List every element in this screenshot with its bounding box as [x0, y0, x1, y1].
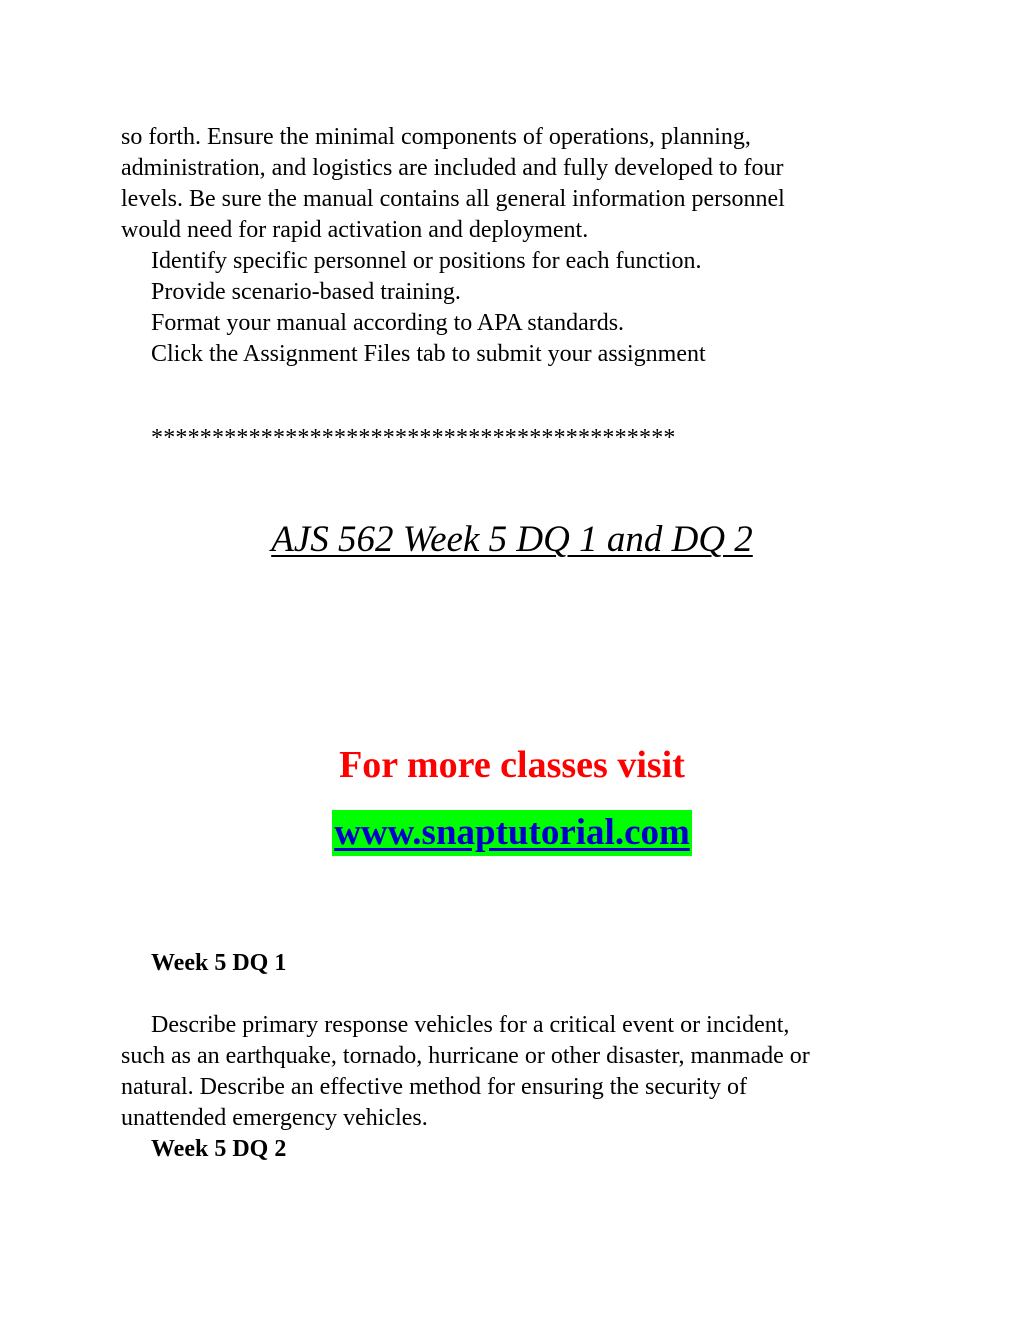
- dq2-heading: Week 5 DQ 2: [151, 1136, 287, 1162]
- section-title-text: AJS 562 Week 5 DQ 1 and DQ 2: [271, 519, 753, 560]
- bullet-line: Identify specific personnel or positions for each function.: [151, 248, 702, 274]
- bullet-line: Format your manual according to APA standards.: [151, 310, 625, 336]
- intro-line: administration, and logistics are included and fully developed to four: [121, 155, 784, 181]
- dq1-line: such as an earthquake, tornado, hurricane or other disaster, manmade or: [121, 1043, 810, 1069]
- promo-link-wrap: [0, 810, 1024, 856]
- bullet-line: Click the Assignment Files tab to submit your assignment: [151, 341, 706, 367]
- intro-line: so forth. Ensure the minimal components of operations, planning,: [121, 124, 751, 150]
- dq1-heading: Week 5 DQ 1: [151, 950, 287, 976]
- separator: *******************************************: [151, 425, 676, 451]
- website-link[interactable]: www.snaptutorial.com: [332, 810, 692, 856]
- dq1-line: unattended emergency vehicles.: [121, 1105, 428, 1131]
- bullet-line: Provide scenario-based training.: [151, 279, 461, 305]
- intro-line: levels. Be sure the manual contains all general information personnel: [121, 186, 785, 212]
- promo-text: For more classes visit: [339, 744, 685, 786]
- intro-line: would need for rapid activation and deployment.: [121, 217, 589, 243]
- dq1-line: Describe primary response vehicles for a critical event or incident,: [151, 1012, 790, 1038]
- section-title: [0, 518, 1024, 561]
- dq1-line: natural. Describe an effective method for ensuring the security of: [121, 1074, 747, 1100]
